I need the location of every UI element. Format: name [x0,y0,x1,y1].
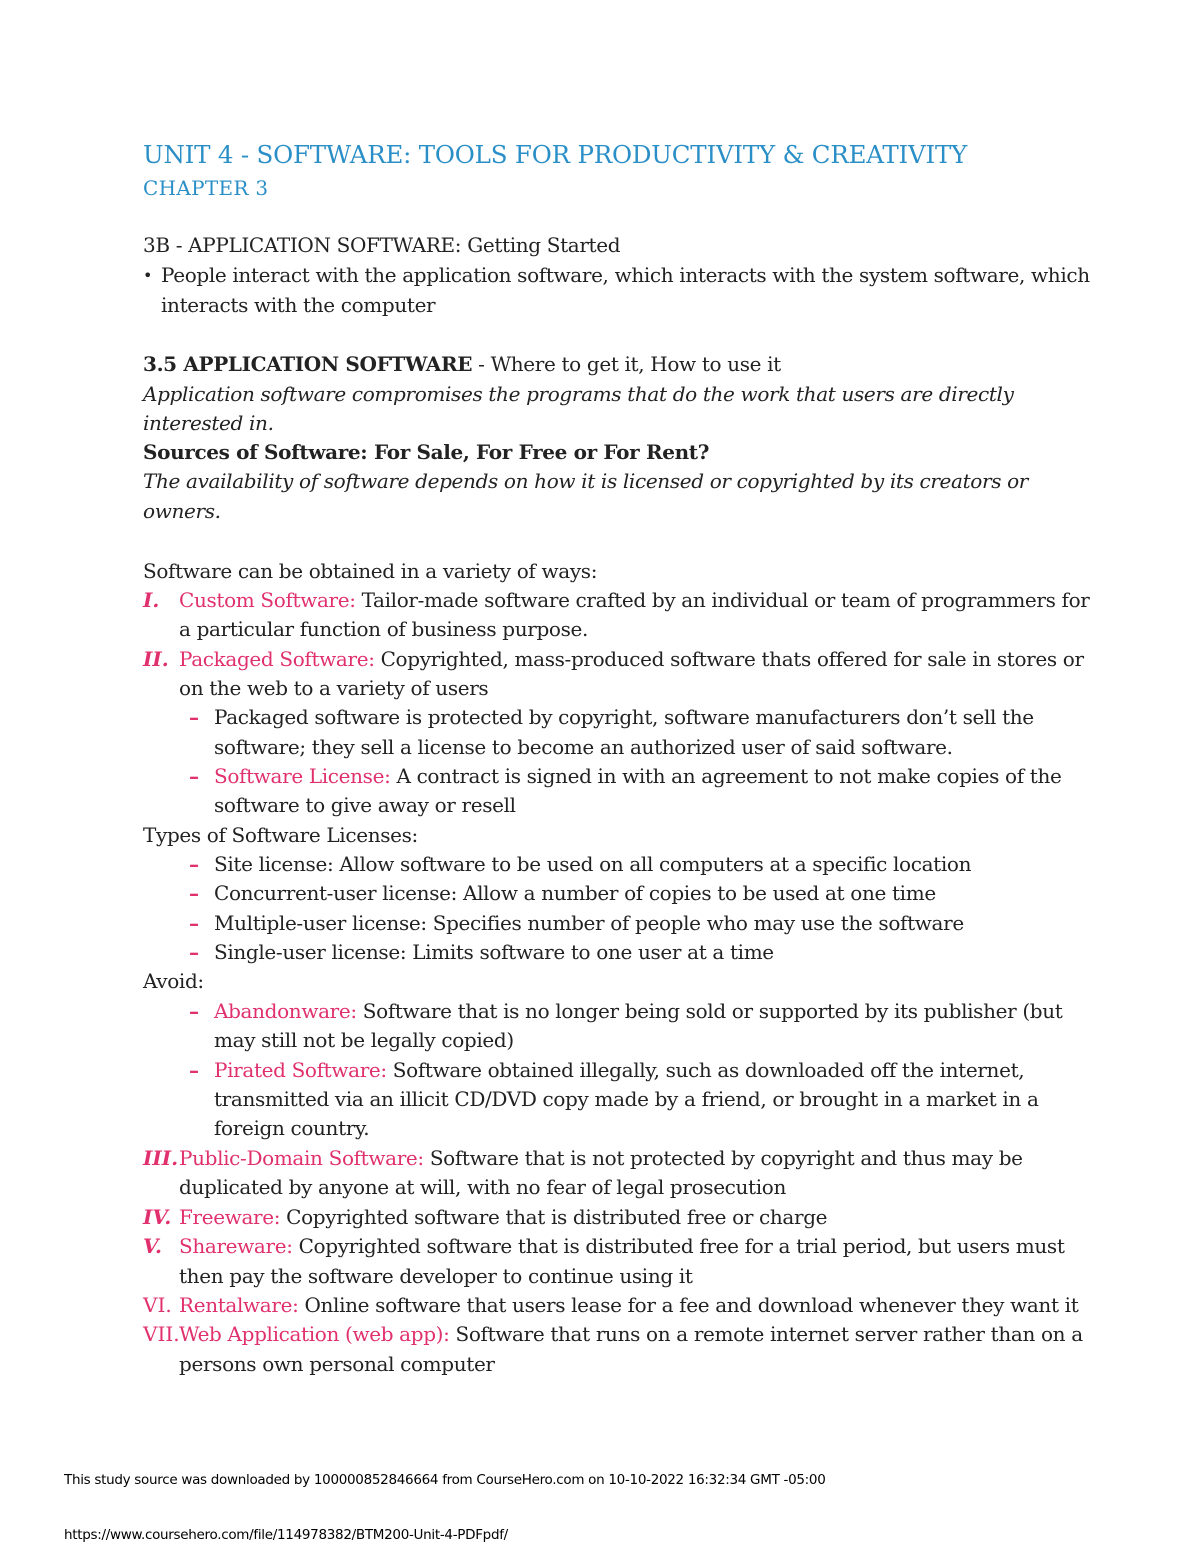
download-notice: This study source was downloaded by 100000852846664 from CourseHero.com on 10-10-2022 16:32:34 GMT -05:00 [64,1472,826,1488]
numeral-iii: III. [143,1146,179,1170]
definition-line1: Application software compromises the programs that do the work that users are directly [143,382,1014,406]
dash-marker: – [189,911,199,935]
source-url-link[interactable]: https://www.coursehero.com/file/114978382/BTM200-Unit-4-PDFpdf/ [64,1527,508,1543]
shareware-line2: then pay the software developer to continue using it [179,1264,693,1288]
term-software-license: Software License: [214,764,391,788]
web-app-line1 [179,1320,1083,1350]
rentalware-line1 [179,1291,1078,1321]
public-domain-desc: Software that is not protected by copyright and thus may be [423,1146,1023,1170]
section-35-heading [143,350,781,380]
numeral-vi: VI. [143,1293,172,1317]
software-license-line2: software to give away or resell [214,793,516,817]
availability-line1: The availability of software depends on how it is licensed or copyrighted by its creators or [143,469,1029,493]
definition-line2: interested in. [143,411,274,435]
numeral-vii: VII. [143,1322,180,1346]
custom-software-desc: Tailor-made software crafted by an individual or team of programmers for [355,588,1090,612]
bullet-dot: • [143,266,153,285]
item-packaged-software-line1 [179,645,1084,675]
term-web-app: Web Application (web app): [179,1322,450,1346]
license-type-multiple: Multiple-user license: Specifies number of people who may use the software [214,911,964,935]
term-packaged-software: Packaged Software: [179,647,375,671]
abandonware-line1 [214,997,1062,1027]
dash-marker: – [189,764,199,788]
avoid-heading: Avoid: [143,969,204,993]
term-freeware: Freeware: [179,1205,281,1229]
availability-line2: owners. [143,499,221,523]
bullet-text-line1: People interact with the application software, which interacts with the system software, which [161,263,1090,287]
intro-text: Software can be obtained in a variety of ways: [143,559,598,583]
freeware-desc: Copyrighted software that is distributed free or charge [280,1205,828,1229]
public-domain-line1 [179,1144,1023,1174]
dash-marker: – [189,1058,199,1082]
license-type-site: Site license: Allow software to be used on all computers at a specific location [214,852,972,876]
term-public-domain: Public-Domain Software: [179,1146,424,1170]
numeral-i: I. [143,588,160,612]
web-app-line2: persons own personal computer [179,1352,495,1376]
public-domain-line2: duplicated by anyone at will, with no fear of legal prosecution [179,1175,787,1199]
unit-title: UNIT 4 - SOFTWARE: TOOLS FOR PRODUCTIVITY & CREATIVITY [143,140,968,169]
shareware-desc: Copyrighted software that is distributed free for a trial period, but users must [292,1234,1065,1258]
packaged-software-desc: Copyrighted, mass-produced software thats offered for sale in stores or [374,647,1084,671]
section-3b-heading: 3B - APPLICATION SOFTWARE: Getting Started [143,233,621,257]
freeware-line1 [179,1203,827,1233]
license-type-single: Single-user license: Limits software to one user at a time [214,940,774,964]
item-custom-software-line1 [179,586,1090,616]
dash-marker: – [189,940,199,964]
pirated-desc: Software obtained illegally, such as downloaded off the internet, [386,1058,1025,1082]
packaged-sub1-line2: software; they sell a license to become an authorized user of said software. [214,735,953,759]
chapter-label: CHAPTER 3 [143,176,269,200]
rentalware-desc: Online software that users lease for a fee and download whenever they want it [298,1293,1079,1317]
section-35-heading-rest: - Where to get it, How to use it [472,352,781,376]
license-types-heading: Types of Software Licenses: [143,823,418,847]
term-pirated-software: Pirated Software: [214,1058,387,1082]
license-type-concurrent: Concurrent-user license: Allow a number of copies to be used at one time [214,881,936,905]
sources-heading: Sources of Software: For Sale, For Free or For Rent? [143,440,710,464]
dash-marker: – [189,705,199,729]
item-custom-software-line2: a particular function of business purpose. [179,617,588,641]
item-packaged-software-line2: on the web to a variety of users [179,676,489,700]
term-custom-software: Custom Software: [179,588,356,612]
dash-marker: – [189,999,199,1023]
dash-marker: – [189,881,199,905]
pirated-line1 [214,1056,1024,1086]
abandonware-desc: Software that is no longer being sold or supported by its publisher (but [356,999,1063,1023]
software-license-desc: A contract is signed in with an agreement to not make copies of the [390,764,1062,788]
bullet-text-line2: interacts with the computer [161,293,436,317]
numeral-iv: IV. [143,1205,172,1229]
abandonware-line2: may still not be legally copied) [214,1028,514,1052]
pirated-line3: foreign country. [214,1116,370,1140]
numeral-ii: II. [143,647,169,671]
term-rentalware: Rentalware: [179,1293,299,1317]
section-35-heading-bold: 3.5 APPLICATION SOFTWARE [143,352,473,376]
term-abandonware: Abandonware: [214,999,357,1023]
web-app-desc: Software that runs on a remote internet server rather than on a [449,1322,1083,1346]
numeral-v: V. [143,1234,162,1258]
packaged-sub1-line1: Packaged software is protected by copyright, software manufacturers don’t sell the [214,705,1034,729]
pirated-line2: transmitted via an illicit CD/DVD copy made by a friend, or brought in a market in a [214,1087,1039,1111]
term-shareware: Shareware: [179,1234,293,1258]
dash-marker: – [189,852,199,876]
shareware-line1 [179,1232,1065,1262]
software-license-line1 [214,762,1061,792]
